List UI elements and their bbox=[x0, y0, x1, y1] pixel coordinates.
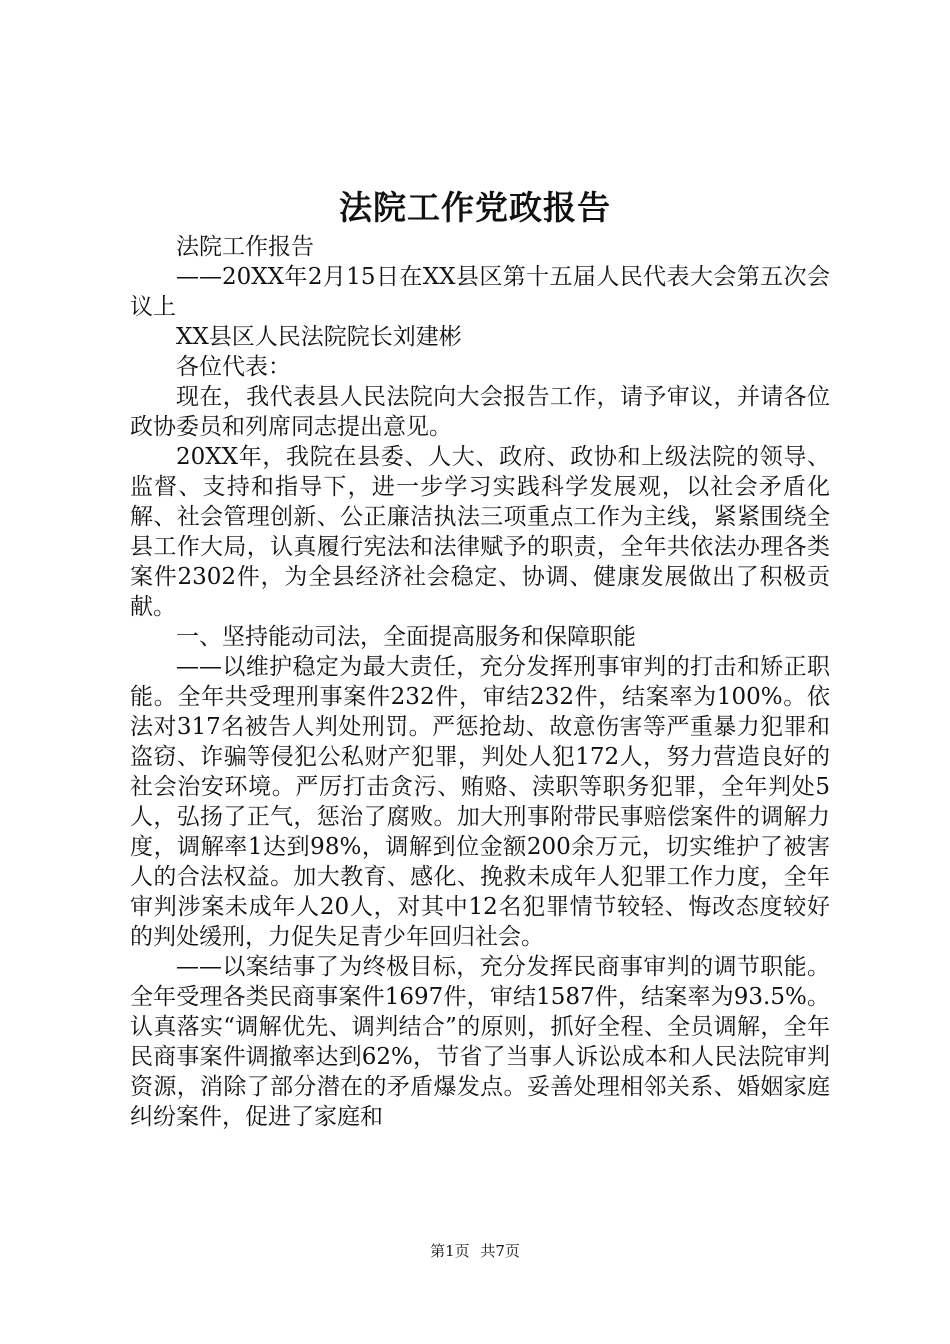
page-total: 共7页 bbox=[480, 1242, 520, 1260]
salutation: 各位代表： bbox=[176, 354, 291, 380]
report-author: XX县区人民法院院长刘建彬 bbox=[176, 324, 462, 350]
body-paragraph: ——以案结事了为终极目标，充分发挥民商事审判的调节职能。全年受理各类民商事案件1697件，审结1587件，结案率为93.5%。认真落实“调解优先、调判结合”的原则，抓好全程、全员调解，全年民商事案件调撤率达到62%，节省了当事人诉讼成本和人民法院审判资源，消除了部分潜在的矛盾爆发点。妥善处理相邻关系、婚姻家庭纠纷案件，促进了家庭和 bbox=[130, 954, 830, 1130]
report-subtitle: ——20XX年2月15日在XX县区第十五届人民代表大会第五次会议上 bbox=[130, 264, 830, 320]
document-title: 法院工作党政报告 bbox=[339, 188, 611, 227]
body-paragraph: ——以维护稳定为最大责任，充分发挥刑事审判的打击和矫正职能。全年共受理刑事案件232件，审结232件，结案率为100%。依法对317名被告人判处刑罚。严惩抢劫、故意伤害等严重暴力犯罪和盗窃、诈骗等侵犯公私财产犯罪，判处人犯172人，努力营造良好的社会治安环境。严厉打击贪污、贿赂、渎职等职务犯罪，全年判处5人，弘扬了正气，惩治了腐败。加大刑事附带民事赔偿案件的调解力度，调解率1达到98%，调解到位金额200余万元，切实维护了被害人的合法权益。加大教育、感化、挽救未成年人犯罪工作力度，全年审判涉案未成年人20人，对其中12名犯罪情节较轻、悔改态度较好的判处缓刑，力促失足青少年回归社会。 bbox=[130, 654, 830, 950]
page-footer bbox=[0, 1240, 950, 1262]
section-heading: 一、坚持能动司法，全面提高服务和保障职能 bbox=[176, 624, 636, 650]
report-heading: 法院工作报告 bbox=[176, 234, 314, 260]
page-number: 第1页 bbox=[430, 1242, 470, 1260]
body-paragraph: 20XX年，我院在县委、人大、政府、政协和上级法院的领导、监督、支持和指导下，进一步学习实践科学发展观，以社会矛盾化解、社会管理创新、公正廉洁执法三项重点工作为主线，紧紧围绕全县工作大局，认真履行宪法和法律赋予的职责，全年共依法办理各类案件2302件，为全县经济社会稳定、协调、健康发展做出了积极贡献。 bbox=[130, 444, 830, 620]
body-paragraph: 现在，我代表县人民法院向大会报告工作，请予审议，并请各位政协委员和列席同志提出意见。 bbox=[130, 384, 830, 440]
document-body bbox=[130, 232, 830, 1132]
